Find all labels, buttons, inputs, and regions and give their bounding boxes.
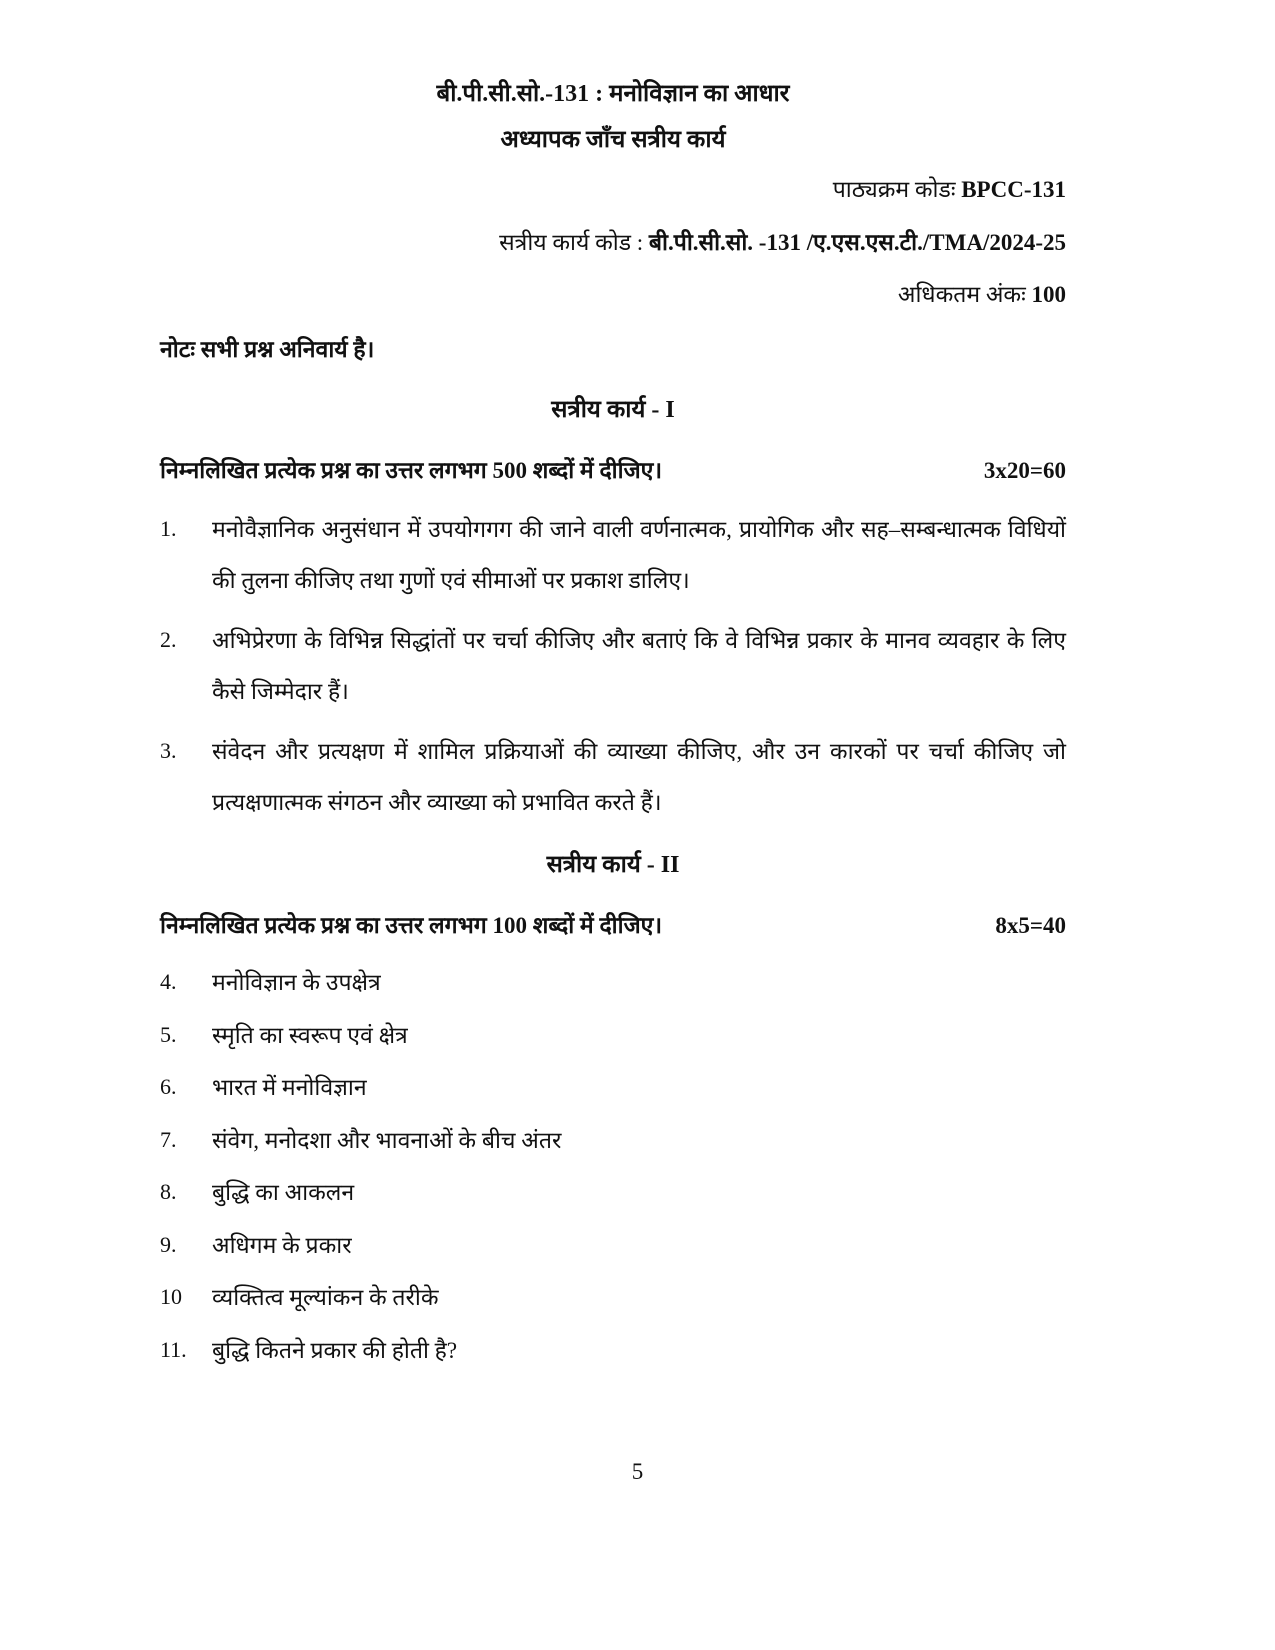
document-title: बी.पी.सी.सो.-131 : मनोविज्ञान का आधार [436,81,790,107]
question-number: 11. [160,1337,187,1363]
question-item [160,616,1066,717]
question-item [160,1326,1066,1377]
question-number: 6. [160,1074,177,1100]
section-2-question-list [160,958,1066,1377]
question-number: 3. [160,738,177,764]
section-1-heading: सत्रीय कार्य - I [551,396,675,423]
question-text: स्मृति का स्वरूप एवं क्षेत्र [212,1022,408,1048]
section-2-heading: सत्रीय कार्य - II [546,851,680,878]
question-text: मनोविज्ञान के उपक्षेत्र [212,969,381,995]
assignment-code-label: सत्रीय कार्य कोड : [499,229,644,255]
section-2-marks: 8x5=40 [995,913,1066,939]
section-2-instruction-row [160,901,1066,952]
question-text: अभिप्रेरणा के विभिन्न सिद्धांतों पर चर्चा कीजिए और बताएं कि वे विभिन्न प्रकार के मानव व्यवहार के लिए कैसे जिम्मेदार हैं। [212,628,1066,704]
question-number: 7. [160,1126,177,1152]
question-text: मनोवैज्ञानिक अनुसंधान में उपयोगगग की जाने वाली वर्णनात्मक, प्रायोगिक और सह–सम्बन्धात्मक विधियों की तुलना कीजिए तथा गुणों एवं सीमाओं पर प्रकाश डालिए। [212,516,1066,593]
question-number: 9. [160,1231,177,1257]
question-number: 4. [160,968,177,994]
section-1-instruction: निम्नलिखित प्रत्येक प्रश्न का उत्तर लगभग 500 शब्दों में दीजिए। [160,458,663,484]
question-number: 2. [160,627,177,653]
max-marks-label: अधिकतम अंकः [897,282,1026,308]
question-number: 1. [160,515,177,541]
assignment-code-line [160,218,1066,269]
section-1-marks: 3x20=60 [983,458,1066,484]
max-marks-line [160,270,1066,321]
max-marks-value: 100 [1031,282,1066,308]
note-line: नोटः सभी प्रश्न अनिवार्य है। [160,336,375,362]
assignment-code-value: बी.पी.सी.सो. -131 /ए.एस.एस.टी./TMA/2024-25 [648,229,1066,255]
page-number: 5 [631,1459,644,1485]
question-item [160,1116,1066,1167]
question-item [160,505,1066,606]
question-item [160,1168,1066,1219]
course-code-label: पाठ्यक्रम कोडः [832,177,956,203]
course-code-line [160,165,1066,216]
question-item [160,1011,1066,1062]
question-number: 5. [160,1021,177,1047]
question-item [160,727,1066,828]
question-number: 8. [160,1179,177,1205]
question-item [160,1063,1066,1114]
question-item [160,1221,1066,1272]
course-code-value: BPCC-131 [961,177,1066,203]
question-item [160,1273,1066,1324]
question-text: बुद्धि का आकलन [212,1180,355,1206]
question-text: व्यक्तित्व मूल्यांकन के तरीके [212,1285,439,1311]
question-number: 10 [160,1284,182,1310]
question-text: संवेदन और प्रत्यक्षण में शामिल प्रक्रियाओं की व्याख्या कीजिए, और उन कारकों पर चर्चा कीजिए जो प्रत्यक्षणात्मक संगठन और व्याख्या को प्रभावित करते हैं। [212,739,1066,815]
section-2-instruction: निम्नलिखित प्रत्येक प्रश्न का उत्तर लगभग 100 शब्दों में दीजिए। [160,913,663,939]
document-subtitle: अध्यापक जाँच सत्रीय कार्य [500,126,726,153]
section-1-question-list [160,505,1066,829]
question-text: भारत में मनोविज्ञान [212,1075,367,1101]
question-text: बुद्धि कितने प्रकार की होती है? [212,1338,458,1364]
section-1-instruction-row [160,446,1066,497]
document-content [160,0,1066,1379]
question-text: अधिगम के प्रकार [212,1232,352,1258]
question-text: संवेग, मनोदशा और भावनाओं के बीच अंतर [212,1127,562,1153]
question-item [160,958,1066,1009]
